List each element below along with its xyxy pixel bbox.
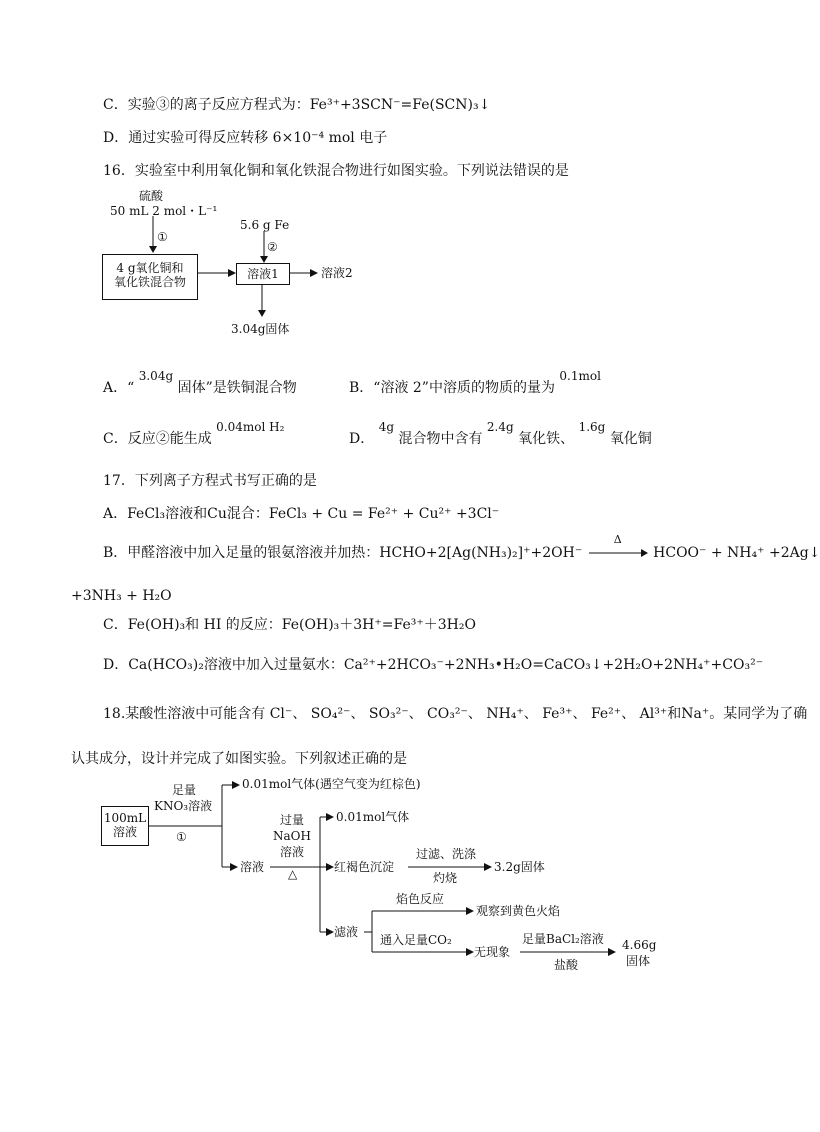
q16-c-pre: C．反应②能生成 — [103, 431, 212, 447]
q18-solid2-line2: 固体 — [626, 954, 651, 968]
q18-sep: 、 — [572, 706, 587, 722]
q16-mixture-line1: 4 g氧化铜和 — [116, 261, 184, 275]
q17-option-b-continued: +3NH₃ + H₂O — [71, 588, 172, 604]
option-c-equation: Fe³⁺+3SCN⁻=Fe(SCN)₃↓ — [309, 97, 491, 113]
q17-option-a: A．FeCl₃溶液和Cu混合：FeCl₃ + Cu = Fe²⁺ + Cu²⁺ +3Cl⁻ — [103, 506, 500, 522]
q18-op1-top: 过滤、洗涤 — [416, 847, 477, 861]
q18-solid1: 3.2g固体 — [494, 860, 545, 874]
q16-fe-amount: 5.6 g Fe — [240, 218, 290, 232]
q16-c-value: 0.04mol H₂ — [216, 420, 285, 434]
q18-step1: ① — [176, 830, 187, 844]
q18-reagent2-line1: 过量 — [280, 813, 305, 827]
q18-no-change: 无现象 — [474, 945, 511, 959]
q16-solution1-box: 溶液1 — [236, 263, 290, 285]
option-d-line: D．通过实验可得反应转移 6×10⁻⁴ mol 电子 — [103, 130, 388, 146]
q16-d-value2: 2.4g — [486, 420, 514, 434]
q18-sep: 、 — [621, 706, 636, 722]
q18-reagent1-line2: KNO₃溶液 — [154, 799, 213, 813]
q18-co2: 通入足量CO₂ — [380, 933, 452, 947]
q16-b-pre: B．“溶液 2”中溶质的物质的量为 — [349, 380, 555, 396]
q18-sep: 、 — [523, 706, 538, 722]
q18-sep: 、 — [467, 706, 482, 722]
q18-hcl: 盐酸 — [554, 958, 579, 972]
q17-option-d: D．Ca(HCO₃)₂溶液中加入过量氨水：Ca²⁺+2HCO₃⁻+2NH₃•H₂O=CaCO₃↓+2H₂O+2NH₄⁺+CO₃²⁻ — [103, 657, 764, 673]
q18-reagent2-line3: 溶液 — [280, 845, 305, 859]
q16-d-pre: D． — [349, 431, 375, 447]
q16-a-post: 固体”是铁铜混合物 — [177, 380, 297, 396]
q17-b-post: HCOO⁻ + NH₄⁺ +2Ag↓ — [653, 545, 820, 561]
q18-stem-post: 。某同学为了确 — [709, 706, 808, 722]
q18-bacl2: 足量BaCl₂溶液 — [522, 932, 604, 946]
q18-ion-so4: SO₄²⁻ — [310, 706, 351, 722]
q18-flame-test: 焰色反应 — [396, 892, 445, 906]
q18-ion-al3: Al³⁺ — [639, 706, 668, 722]
option-c-label: C．实验③的离子反应方程式为： — [103, 97, 310, 113]
q16-a-value: 3.04g — [138, 369, 174, 383]
q18-gas2: 0.01mol气体 — [336, 810, 410, 824]
q18-precipitate: 红褐色沉淀 — [334, 860, 395, 874]
question-16-stem: 16．实验室中利用氧化铜和氧化铁混合物进行如图实验。下列说法错误的是 — [103, 163, 569, 179]
q16-a-pre: A．“ — [103, 380, 135, 396]
q18-sep: 、 — [292, 706, 307, 722]
question-18-stem-line2: 认其成分，设计并完成了如图实验。下列叙述正确的是 — [71, 751, 407, 767]
q18-ion-na: Na⁺ — [681, 706, 710, 722]
q18-start-box — [101, 806, 149, 846]
q16-d-value1: 4g — [378, 420, 395, 434]
q18-sep: 、 — [408, 706, 423, 722]
q18-solution: 溶液 — [240, 860, 265, 874]
q18-filtrate: 滤液 — [334, 925, 359, 939]
q16-solid: 3.04g固体 — [231, 322, 290, 336]
q18-ion-fe3: Fe³⁺ — [542, 706, 573, 722]
q16-acid-amount: 50 mL 2 mol・L⁻¹ — [110, 204, 218, 218]
question-17-stem: 17．下列离子方程式书写正确的是 — [103, 473, 317, 489]
q18-flame-result: 观察到黄色火焰 — [476, 904, 561, 918]
q16-acid-name: 硫酸 — [139, 189, 164, 203]
q16-d-value3: 1.6g — [578, 420, 606, 434]
q16-mixture-line2: 氧化铁混合物 — [113, 275, 186, 289]
q18-ion-fe2: Fe²⁺ — [590, 706, 622, 722]
q16-d-text1: 混合物中含有 — [398, 431, 483, 447]
q17-b-condition: Δ — [613, 533, 622, 546]
q18-op1-bottom: 灼烧 — [433, 871, 458, 885]
q16-step1: ① — [157, 230, 168, 244]
q18-ion-co3: CO₃²⁻ — [427, 706, 468, 722]
q17-option-c: C．Fe(OH)₃和 HI 的反应：Fe(OH)₃＋3H⁺=Fe³⁺＋3H₂O — [103, 617, 476, 633]
q18-reagent2-line2: NaOH — [273, 829, 311, 843]
q18-heat: △ — [288, 867, 298, 881]
q18-start-line2: 溶液 — [112, 825, 137, 839]
q18-and: 和 — [667, 706, 682, 722]
q18-reagent1-line1: 足量 — [172, 783, 197, 797]
q16-d-text2: 氧化铁、 — [518, 431, 575, 447]
q16-solution2: 溶液2 — [321, 266, 353, 280]
q18-solid2-line1: 4.66g — [622, 938, 657, 952]
q16-step2: ② — [267, 240, 278, 254]
q17-b-pre: B．甲醛溶液中加入足量的银氨溶液并加热：HCHO+2[Ag(NH₃)₂]⁺+2OH⁻ — [103, 545, 583, 561]
q18-gas1: 0.01mol气体(遇空气变为红棕色) — [242, 777, 421, 791]
q16-d-text3: 氧化铜 — [609, 431, 652, 447]
q18-sep: 、 — [350, 706, 365, 722]
q18-ion-cl: Cl⁻ — [269, 706, 293, 722]
q18-stem-pre: 18.某酸性溶液中可能含有 — [103, 706, 266, 722]
q18-start-line1: 100mL — [103, 811, 147, 825]
q18-ion-so3: SO₃²⁻ — [368, 706, 409, 722]
q16-b-value: 0.1mol — [559, 369, 601, 383]
q18-ion-nh4: NH₄⁺ — [486, 706, 524, 722]
